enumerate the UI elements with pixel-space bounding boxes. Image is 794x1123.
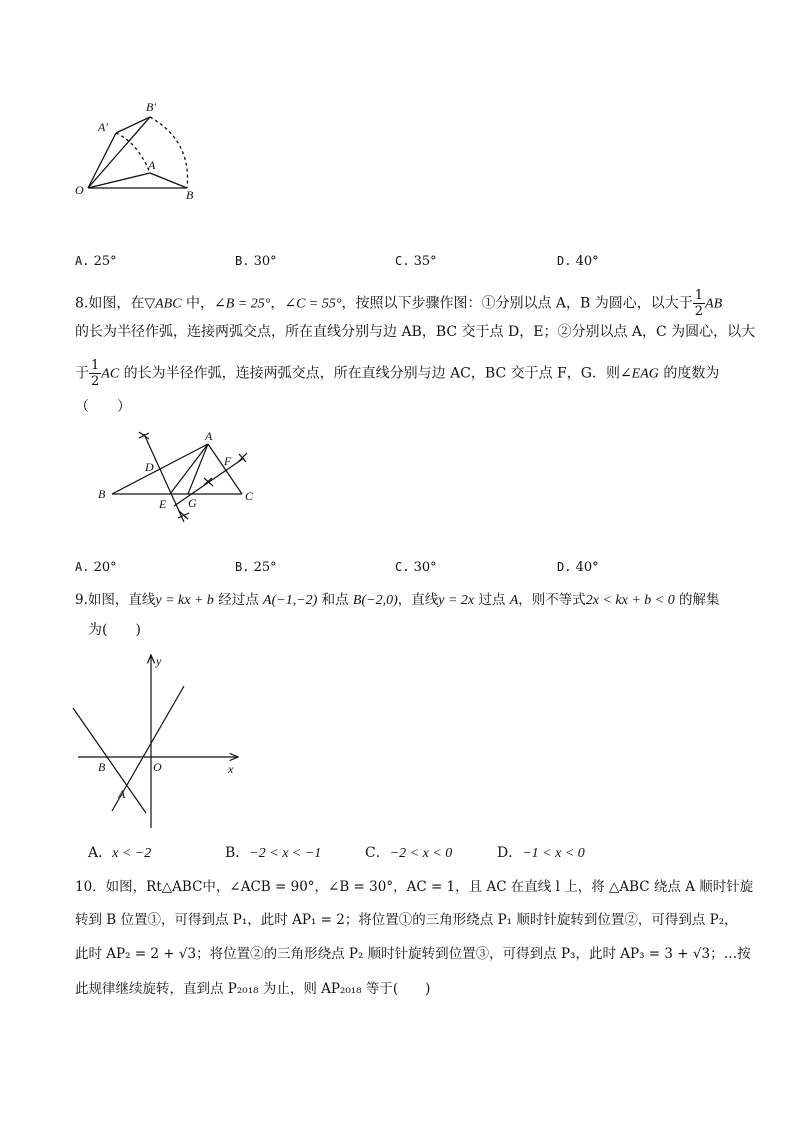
fraction-half: $\frac{1}{2}$ bbox=[694, 288, 704, 319]
fraction-half-2: $\frac{1}{2}$ bbox=[91, 358, 100, 389]
label-y: y bbox=[156, 654, 162, 668]
q7-option-c[interactable]: C. 35° bbox=[395, 254, 437, 269]
rotation-figure bbox=[70, 95, 210, 220]
label-E: E bbox=[159, 497, 167, 511]
q8-option-b[interactable]: B. 25° bbox=[235, 560, 277, 575]
q7-option-b[interactable]: B. 30° bbox=[235, 254, 277, 269]
q9-line-2: 为( ) bbox=[88, 622, 141, 638]
q8-blank: （ ） bbox=[75, 399, 131, 415]
q9-option-b[interactable]: B．−2 < x < −1 bbox=[225, 845, 322, 861]
q9-line-1: 9.如图，直线y = kx + b 经过点 A(−1,−2) 和点 B(−2,0)，直线y = 2x 过点 A，则不等式2x < kx + b < 0 的解集 bbox=[75, 592, 720, 608]
label-A: A bbox=[205, 429, 213, 443]
segment-AB bbox=[150, 173, 187, 188]
label-F: F bbox=[224, 454, 232, 468]
line-kx-plus-b bbox=[73, 708, 146, 813]
q9-coordinate-figure bbox=[68, 650, 248, 835]
q7-option-d[interactable]: D. 40° bbox=[557, 254, 599, 269]
label-C: C bbox=[245, 489, 254, 503]
q8-line-1: 8.如图，在▽ABC 中，∠B = 25°，∠C = 55°，按照以下步骤作图：①分别以点 A，B 为圆心，以大于 $\frac{1}{2}$ AB bbox=[75, 288, 723, 319]
arc-A-A-prime bbox=[116, 133, 150, 173]
label-A: A bbox=[148, 158, 156, 172]
q9-option-d[interactable]: D．−1 < x < 0 bbox=[497, 845, 585, 861]
q8-option-d[interactable]: D. 40° bbox=[557, 560, 599, 575]
arc-B-B-prime bbox=[150, 117, 188, 188]
q8-line-2: 的长为半径作弧，连接两弧交点，所在直线分别与边 AB，BC 交于点 D，E；②分别以点 A，C 为圆心，以大 bbox=[75, 324, 756, 340]
segment-AG bbox=[188, 444, 208, 494]
label-x: x bbox=[228, 762, 234, 776]
segment-AC bbox=[208, 444, 242, 494]
q8-option-c[interactable]: C. 30° bbox=[395, 560, 437, 575]
label-D: D bbox=[145, 460, 154, 474]
q9-option-a[interactable]: A．x < −2 bbox=[88, 845, 152, 861]
label-G: G bbox=[188, 496, 197, 510]
q10-line-4: 此规律继续旋转，直到点 P₂₀₁₈ 为止，则 AP₂₀₁₈ 等于( ) bbox=[75, 981, 431, 997]
label-O: O bbox=[153, 760, 162, 774]
q8-option-a[interactable]: A. 20° bbox=[75, 560, 117, 575]
q10-line-3: 此时 AP₂ = 2 + √3；将位置②的三角形绕点 P₂ 顺时针旋转到位置③，可得到点 P₃，此时 AP₃ = 3 + √3；…按 bbox=[75, 946, 751, 962]
q8-triangle-figure bbox=[92, 425, 262, 530]
label-B: B bbox=[186, 188, 194, 202]
q10-line-2: 转到 B 位置①，可得到点 P₁，此时 AP₁ = 2；将位置①的三角形绕点 P₁ 顺时针旋转到位置②，可得到点 P₂， bbox=[75, 912, 738, 928]
arc-mark-2 bbox=[178, 511, 189, 519]
label-A-prime: A′ bbox=[98, 120, 108, 134]
q9-option-c[interactable]: C．−2 < x < 0 bbox=[365, 845, 453, 861]
arc-mark-1 bbox=[139, 432, 149, 439]
label-B: B bbox=[98, 760, 106, 774]
label-B-prime: B′ bbox=[146, 100, 156, 114]
label-A: A bbox=[118, 787, 126, 801]
q8-line-3: 于 $\frac{1}{2}$ AC 的长为半径作弧，连接两弧交点，所在直线分别与边 AC，BC 交于点 F，G．则∠EAG 的度数为 bbox=[75, 358, 720, 389]
segment-OA bbox=[88, 173, 150, 188]
q10-line-1: 10．如图，Rt△ABC中，∠ACB = 90°，∠B = 30°，AC = 1，且 AC 在直线 l 上，将 △ABC 绕点 A 顺时针旋 bbox=[75, 879, 754, 895]
label-B: B bbox=[98, 487, 106, 501]
label-O: O bbox=[75, 183, 84, 197]
arc-mark-3 bbox=[238, 453, 247, 462]
q7-option-a[interactable]: A. 25° bbox=[75, 254, 117, 269]
segment-A-prime-B-prime bbox=[116, 117, 150, 133]
